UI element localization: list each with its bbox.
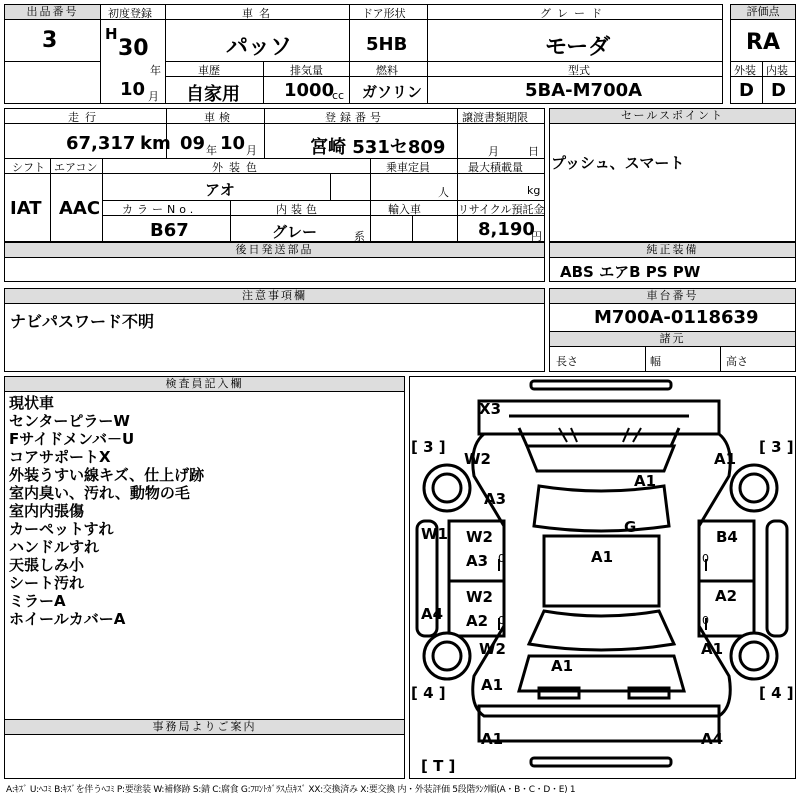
mark-a1-fr: A1 [714,450,737,468]
door-label: ドア形状 [362,7,406,20]
mileage-label: 走行 [68,111,102,124]
chassis-value: M700A-0118639 [594,307,759,328]
len-label: 長さ [556,355,578,368]
spec-label: 諸元 [550,331,795,347]
sales-value: プッシュ、スマート [551,154,685,172]
mark-w2-d2: W2 [466,588,493,606]
inspect-month: 10 [220,133,246,154]
shift-value: IAT [10,198,42,219]
model-label: 型式 [568,64,590,77]
model-value: 5BA-M700A [525,80,643,101]
int-value: D [771,80,786,101]
reg-month: 10 [120,79,146,100]
wid-label: 幅 [650,355,661,368]
mark-a1-rl: A1 [481,676,504,694]
mark-a3-fl: A3 [484,490,507,508]
intcolor-value: グレー [272,223,318,241]
inspect-month-unit: 月 [246,144,257,157]
load-unit: kg [527,184,541,197]
mark-w2-d1: W2 [466,528,493,546]
name-value: パッソ [226,35,293,60]
mark-a1-deck: A1 [551,657,574,675]
equipment-label: 純正装備 [550,243,795,258]
car-diagram [409,376,796,779]
import-label: 輸入車 [388,203,421,216]
svg-text:0: 0 [498,552,505,565]
score-label: 評価点 [731,5,795,20]
mark-w2-fl: W2 [464,450,491,468]
hei-label: 高さ [726,355,748,368]
inspect-year: 09 [180,133,206,154]
recycle-label: リサイクル預託金 [458,203,545,216]
mark-a2-d2: A2 [466,612,489,630]
reg-year: 30 [118,36,149,61]
plate-value: 宮崎 531セ809 [310,137,446,158]
inspector-line: 天張しみ小 [9,556,85,574]
colorno-value: B67 [150,220,189,241]
capacity-unit: 人 [438,186,449,199]
door-value: 5HB [366,34,408,55]
int-label: 内装 [766,64,788,77]
tire-rl: [ 4 ] [411,684,446,702]
intcolor-label: 内装色 [276,203,321,216]
inspector-line: ホイールカバーA [9,610,126,628]
ac-value: AAC [59,198,101,219]
tire-rr: [ 4 ] [759,684,794,702]
legend: A:ｷｽﾞ U:ﾍｺﾐ B:ｷｽﾞを伴うﾍｺﾐ P:要塗装 W:補修跡 S:錆 C:腐食 G:ﾌﾛﾝﾄｶﾞﾗｽ点ｷｽﾞ XX:交換済み X:要交換 内・外装評価 5段階ﾗﾝｸ順(A・B・C・D・E) 1 [6,785,576,795]
inspector-line: カーペットすれ [9,520,114,538]
reg-month-unit: 月 [148,90,159,103]
intcolor-unit: 系 [354,230,365,243]
inspector-line: 現状車 [9,394,55,412]
reg-year-unit: 年 [150,64,161,77]
name-label: 車名 [242,7,276,20]
mark-a3-d1: A3 [466,552,489,570]
load-label: 最大積載量 [468,161,523,174]
transfer-day: 日 [528,145,539,158]
ext-label: 外装 [734,64,756,77]
mark-w1: W1 [421,525,448,543]
notes-value: ナビパスワード不明 [10,312,155,331]
reg-label: 初度登録 [108,7,152,20]
color-value: アオ [205,181,235,199]
ext-value: D [739,80,754,101]
mark-a1-roof: A1 [591,548,614,566]
sales-box [549,108,796,242]
mark-a1-bumper: A1 [481,730,504,748]
transfer-label: 譲渡書類期限 [462,111,528,124]
inspector-line: 室内内張傷 [9,502,85,520]
grade-value: モーダ [545,35,611,60]
recycle-unit: 円 [531,230,542,243]
mark-g: G [624,518,637,536]
grade-label: グレード [540,7,608,20]
office-label: 事務局よりご案内 [5,720,404,735]
mark-a1-rr: A1 [701,640,724,658]
equipment-value: ABS エアB PS PW [560,263,701,281]
mileage-value: 67,317 [66,133,136,154]
inspector-line: 室内臭い、汚れ、動物の毛 [9,484,190,502]
inspector-line: コアサポートX [9,448,111,466]
svg-text:0: 0 [498,614,505,627]
score-value: RA [746,30,780,55]
inspect-year-unit: 年 [206,144,217,157]
recycle-value: 8,190 [478,219,535,240]
inspector-line: Fサイドメンバ－U [9,430,135,448]
mileage-unit: km [140,133,171,154]
svg-text:0: 0 [702,614,709,627]
lot-value: 3 [42,28,58,53]
mark-x3: X3 [479,400,502,418]
history-label: 車歴 [198,64,220,77]
transfer-month: 月 [488,145,499,158]
notes-label: 注意事項欄 [5,289,544,304]
mark-b4: B4 [716,528,738,546]
lot-label: 出品番号 [5,5,100,20]
inspect-label: 車検 [204,111,234,124]
plate-label: 登録番号 [325,111,385,124]
reg-era: H [105,25,118,43]
mark-w2-rl: W2 [479,640,506,658]
tire-fr: [ 3 ] [759,438,794,456]
disp-label: 排気量 [290,64,323,77]
mark-a4-bumper: A4 [701,730,724,748]
sales-label: セールスポイント [550,109,795,124]
parts-label: 後日発送部品 [5,243,544,258]
colorno-label: カラーNo. [122,203,198,216]
fuel-value: ガソリン [362,83,423,101]
inspector-line: センターピラーW [9,412,130,430]
inspector-line: ミラーA [9,592,66,610]
mark-a4-side: A4 [421,605,444,623]
inspector-line: ハンドルすれ [9,538,100,556]
tire-fl: [ 3 ] [411,438,446,456]
svg-text:0: 0 [702,552,709,565]
disp-unit: cc [332,89,345,102]
shift-label: シフト [12,161,45,174]
mark-a2-right: A2 [715,587,738,605]
history-value: 自家用 [186,84,240,105]
chassis-label: 車台番号 [550,289,795,304]
disp-value: 1000 [284,80,335,101]
fuel-label: 燃料 [376,64,398,77]
inspector-line: シート汚れ [9,574,85,592]
tire-spare: [ T ] [421,757,456,775]
inspector-label: 検査員記入欄 [5,377,404,392]
ac-label: エアコン [54,161,98,174]
color-label: 外装色 [212,161,263,174]
inspector-line: 外装うすい線キズ、仕上げ跡 [9,466,205,484]
capacity-label: 乗車定員 [386,161,430,174]
mark-a1-hood: A1 [634,472,657,490]
